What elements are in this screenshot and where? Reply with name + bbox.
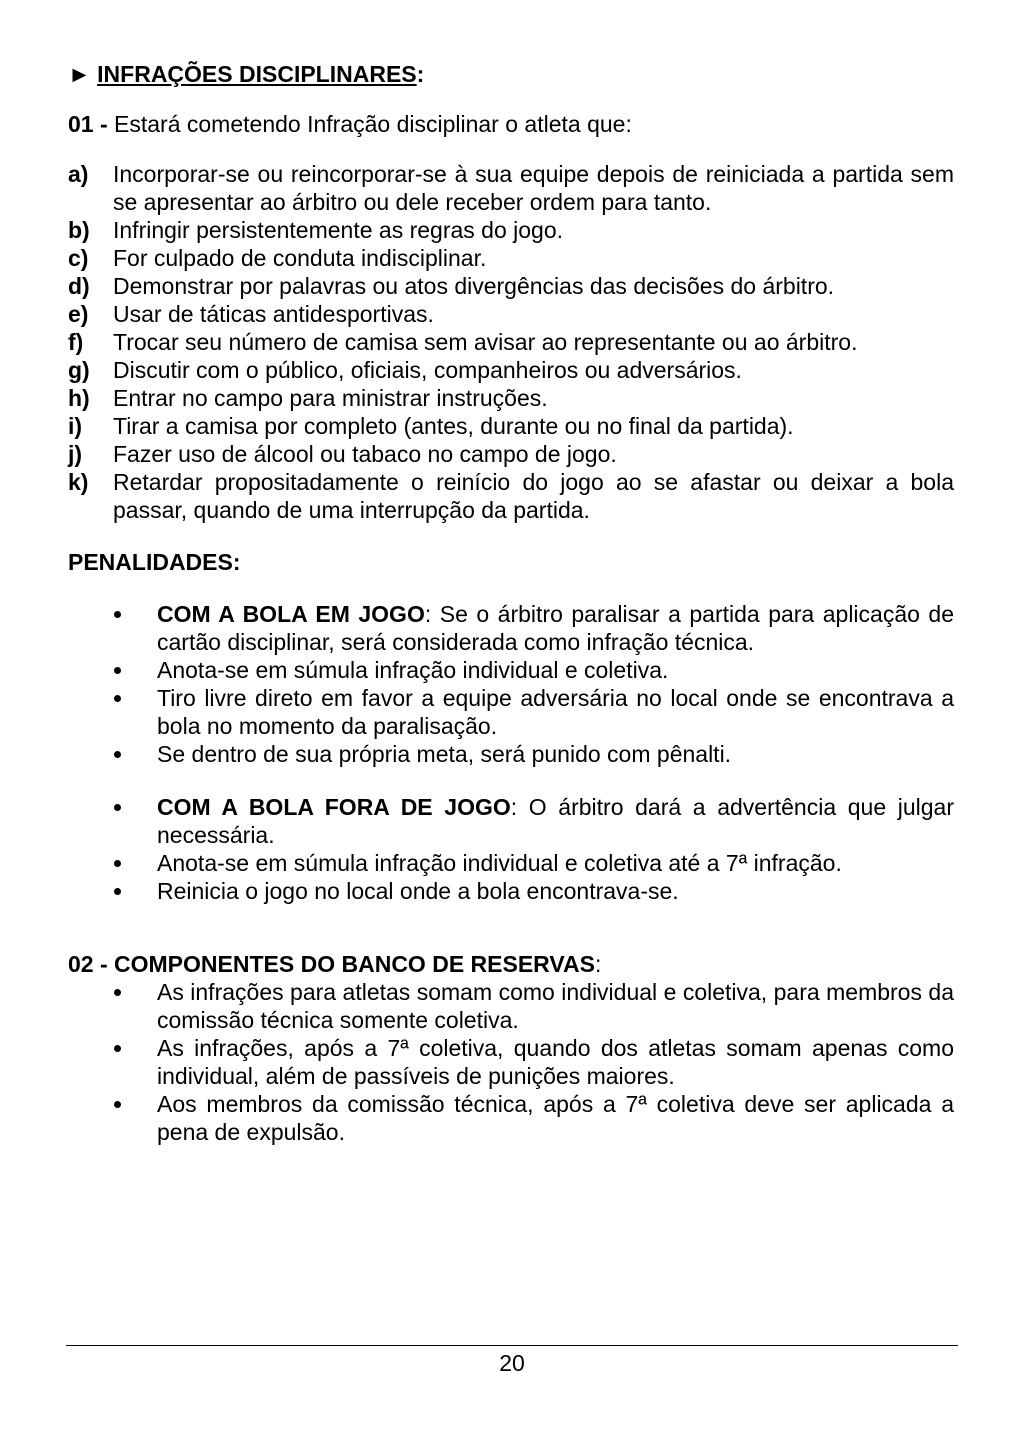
item-label: g) (68, 357, 90, 383)
section-title: INFRAÇÕES DISCIPLINARES (97, 61, 417, 87)
item-label: a) (68, 161, 89, 187)
item-text: As infrações, após a 7ª coletiva, quando dos atletas somam apenas como individual, além de passíveis de punições maiores. (157, 1035, 954, 1089)
list-item (68, 328, 954, 356)
item-text: As infrações para atletas somam como individual e coletiva, para membros da comissão técnica somente coletiva. (157, 979, 954, 1033)
item-number: 01 - (68, 111, 108, 137)
list-item (68, 440, 954, 468)
page-number: 20 (499, 1350, 525, 1376)
item-text: Infringir persistentemente as regras do jogo. (113, 217, 564, 243)
list-item (68, 978, 954, 1034)
list-item (68, 877, 954, 905)
section-heading: ► INFRAÇÕES DISCIPLINARES: (68, 61, 425, 87)
list-item (68, 684, 954, 740)
item-text: Tiro livre direto em favor a equipe adversária no local onde se encontrava a bola no momento da paralisação. (157, 685, 954, 739)
item-01-intro (68, 110, 954, 138)
list-item (68, 244, 954, 272)
arrow-icon: ► (68, 61, 91, 87)
item-label: i) (68, 413, 83, 439)
item-text: Anota-se em súmula infração individual e coletiva. (157, 657, 669, 683)
list-item: COM A BOLA FORA DE JOGO: O árbitro dará a advertência que julgar necessária. (68, 793, 954, 849)
item-text: Reinicia o jogo no local onde a bola encontrava-se. (157, 878, 679, 904)
item-label: j) (68, 441, 83, 467)
ball-in-play-items (68, 656, 954, 768)
item-text: Trocar seu número de camisa sem avisar ao representante ou ao árbitro. (113, 329, 858, 355)
ball-in-play-list (68, 600, 954, 656)
bullet-icon (68, 740, 157, 768)
item-text: Anota-se em súmula infração individual e coletiva até a 7ª infração. (157, 850, 842, 876)
bullet-icon (68, 793, 157, 849)
item-text: Se dentro de sua própria meta, será punido com pênalti. (157, 741, 732, 767)
bullet-icon (68, 1034, 157, 1090)
list-item (68, 300, 954, 328)
item-text: Demonstrar por palavras ou atos divergências das decisões do árbitro. (113, 273, 835, 299)
bullet-icon (68, 849, 157, 877)
list-item (68, 384, 954, 412)
ball-out-of-play-items (68, 849, 954, 905)
item-text: Usar de táticas antidesportivas. (113, 301, 434, 327)
item-label: h) (68, 385, 90, 411)
item-label: b) (68, 217, 90, 243)
item-text: Tirar a camisa por completo (antes, durante ou no final da partida). (113, 413, 794, 439)
bullet-icon (68, 600, 157, 656)
list-item (68, 272, 954, 300)
document-page (68, 60, 954, 1146)
list-item (68, 1090, 954, 1146)
ball-out-of-play-list (68, 793, 954, 849)
bullet-icon (68, 1090, 157, 1146)
bullet-icon (68, 877, 157, 905)
item-label: c) (68, 245, 89, 271)
bullet-icon (68, 684, 157, 740)
item-text: Fazer uso de álcool ou tabaco no campo de jogo. (113, 441, 617, 467)
item-text: For culpado de conduta indisciplinar. (113, 245, 487, 271)
list-item (68, 412, 954, 440)
item-text: Incorporar-se ou reincorporar-se à sua equipe depois de reiniciada a partida sem se apresentar ao árbitro ou dele receber ordem para tanto. (113, 161, 954, 215)
list-item (68, 849, 954, 877)
reserve-bench-list (68, 978, 954, 1146)
list-item (68, 656, 954, 684)
item-text: Aos membros da comissão técnica, após a 7ª coletiva deve ser aplicada a pena de expulsão. (157, 1091, 954, 1145)
list-item (68, 1034, 954, 1090)
lead-bold: COM A BOLA EM JOGO (157, 601, 425, 627)
list-item (68, 740, 954, 768)
item-text: Retardar propositadamente o reinício do jogo ao se afastar ou deixar a bola passar, quando de uma interrupção da partida. (113, 469, 954, 523)
item-text: Discutir com o público, oficiais, companheiros ou adversários. (113, 357, 742, 383)
lead-bold: COM A BOLA FORA DE JOGO (157, 794, 511, 820)
item-label: k) (68, 469, 89, 495)
list-item (68, 216, 954, 244)
item-text: Estará cometendo Infração disciplinar o atleta que: (107, 111, 632, 137)
bullet-icon (68, 978, 157, 1034)
item-02-title: 02 - COMPONENTES DO BANCO DE RESERVAS: (68, 951, 602, 977)
item-label: d) (68, 273, 90, 299)
list-item (68, 468, 954, 524)
footer-divider (66, 1345, 958, 1346)
list-item: COM A BOLA EM JOGO: Se o árbitro paralisar a partida para aplicação de cartão disciplinar, será considerada como infração técnica. (68, 600, 954, 656)
item-label: e) (68, 301, 89, 327)
item-label: f) (68, 329, 84, 355)
item-text: Entrar no campo para ministrar instruções. (113, 385, 548, 411)
infraction-list (68, 160, 954, 524)
bullet-icon (68, 656, 157, 684)
list-item (68, 160, 954, 216)
penalties-title: PENALIDADES: (68, 549, 241, 575)
list-item (68, 356, 954, 384)
